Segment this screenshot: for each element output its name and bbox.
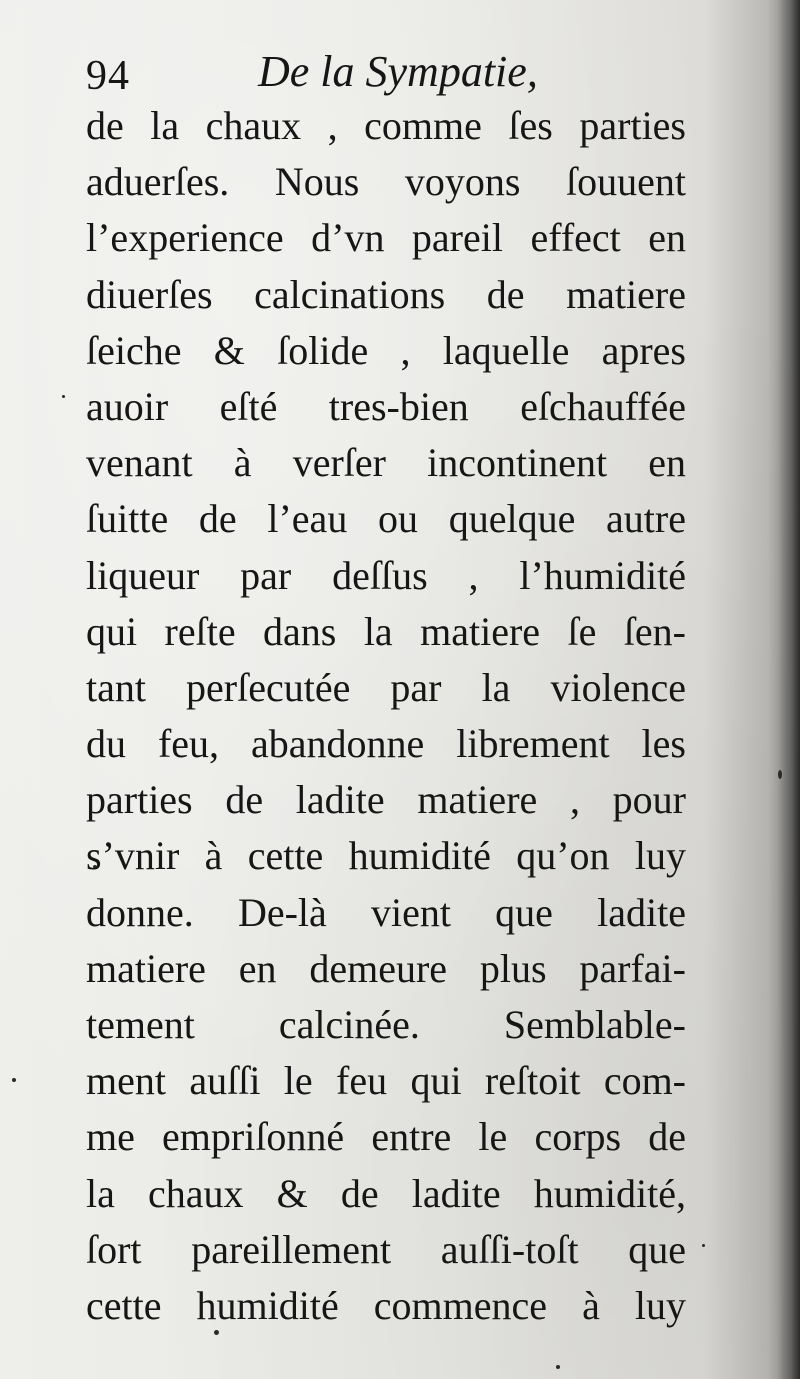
text-line: ment auſſi le feu qui reſtoit com- (86, 1058, 686, 1104)
text-line: l’experience d’vn pareil effect en (86, 215, 686, 261)
paper-speck (12, 1078, 16, 1082)
text-line: me empriſonné entre le corps de (86, 1114, 686, 1160)
text-line: de la chaux , comme ſes parties (86, 103, 686, 148)
text-line: liqueur par deſſus , l’humidité (86, 552, 686, 598)
page-number: 94 (86, 53, 130, 99)
text-line: tant perſecutée par la violence (86, 664, 686, 710)
page-edge-shadow (778, 0, 800, 1379)
text-line: matiere en demeure plus parfai- (86, 945, 686, 991)
text-line: auoir eſté tres-bien eſchauffée (86, 383, 686, 429)
text-line: s’vnir à cette humidité qu’on luy (86, 833, 686, 879)
running-head: De la Sympatie, (258, 47, 538, 96)
paper-speck (702, 1244, 705, 1247)
text-line: parties de ladite matiere , pour (86, 777, 686, 823)
text-line: aduerſes. Nous voyons ſouuent (86, 159, 686, 205)
text-line: diuerſes calcinations de matiere (86, 271, 686, 317)
text-line: ſeiche & ſolide , laquelle apres (86, 327, 686, 373)
text-line: ſort pareillement auſſi-toſt que (86, 1226, 686, 1272)
paper-speck (778, 770, 782, 779)
page-header (86, 40, 686, 102)
text-line: ſuitte de l’eau ou quelque autre (86, 496, 686, 542)
text-line: qui reſte dans la matiere ſe ſen- (86, 608, 686, 654)
body-text (86, 98, 686, 1334)
text-line: la chaux & de ladite humidité, (86, 1170, 686, 1216)
text-line: tement calcinée. Semblable- (86, 1002, 686, 1047)
text-line: cette humidité commence à luy (86, 1282, 686, 1328)
text-line: du feu, abandonne librement les (86, 721, 686, 767)
text-line: venant à verſer incontinent en (86, 440, 686, 486)
paper-speck (62, 395, 65, 398)
text-line: donne. De-là vient que ladite (86, 889, 686, 935)
paper-speck (556, 1365, 560, 1369)
